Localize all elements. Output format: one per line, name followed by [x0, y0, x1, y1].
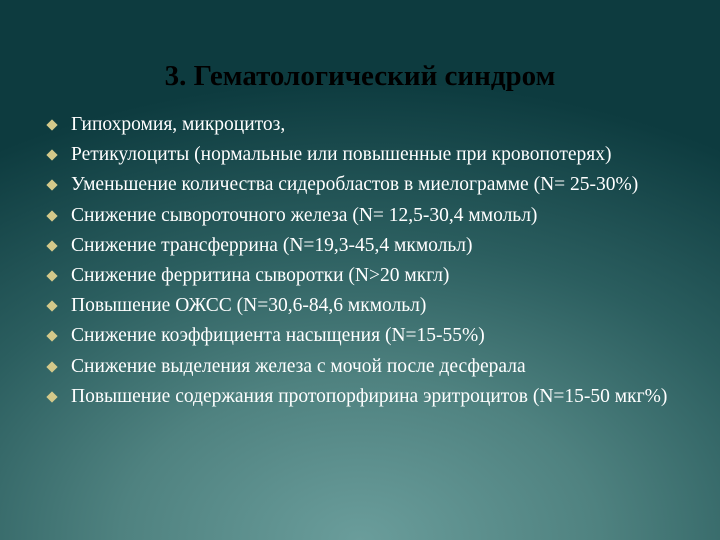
bullet-text: Снижение сывороточного железа (N= 12,5-30,4 ммольл): [71, 204, 538, 226]
bullet-text: Повышение содержания протопорфирина эритроцитов (N=15-50 мкг%): [71, 385, 668, 407]
diamond-bullet-icon: [46, 361, 57, 372]
bullet-text: Снижение коэффициента насыщения (N=15-55%): [71, 325, 485, 347]
bullet-text: Ретикулоциты (нормальные или повышенные при кровопотерях): [71, 144, 612, 166]
bullet-item-transferrin: [43, 234, 673, 257]
bullet-text: Снижение трансферрина (N=19,3-45,4 мкмольл): [71, 234, 473, 256]
bullet-item-hypochromia: [43, 113, 673, 136]
bullet-item-serum-iron: [43, 204, 673, 227]
diamond-bullet-icon: [46, 391, 57, 402]
bullet-text: Повышение ОЖСС (N=30,6-84,6 мкмольл): [71, 295, 427, 317]
bullet-list: [43, 113, 673, 415]
bullet-item-ferritin: [43, 264, 673, 287]
bullet-item-saturation: [43, 324, 673, 347]
bullet-text: Уменьшение количества сидеробластов в миелограмме (N= 25-30%): [71, 174, 639, 196]
bullet-item-urine-iron: [43, 355, 673, 378]
diamond-bullet-icon: [46, 331, 57, 342]
diamond-bullet-icon: [46, 301, 57, 312]
bullet-item-reticulocytes: [43, 143, 673, 166]
bullet-text: Снижение ферритина сыворотки (N>20 мкгл): [71, 265, 450, 287]
diamond-bullet-icon: [46, 119, 57, 130]
diamond-bullet-icon: [46, 150, 57, 161]
bullet-item-sideroblasts: [43, 173, 673, 196]
bullet-item-protoporphyrin: [43, 385, 673, 408]
bullet-item-tibc: [43, 294, 673, 317]
diamond-bullet-icon: [46, 240, 57, 251]
slide-title: 3. Гематологический синдром: [164, 60, 556, 92]
diamond-bullet-icon: [46, 180, 57, 191]
diamond-bullet-icon: [46, 270, 57, 281]
diamond-bullet-icon: [46, 210, 57, 221]
bullet-text: Гипохромия, микроцитоз,: [71, 114, 286, 135]
bullet-text: Снижение выделения железа с мочой после десферала: [71, 355, 526, 377]
